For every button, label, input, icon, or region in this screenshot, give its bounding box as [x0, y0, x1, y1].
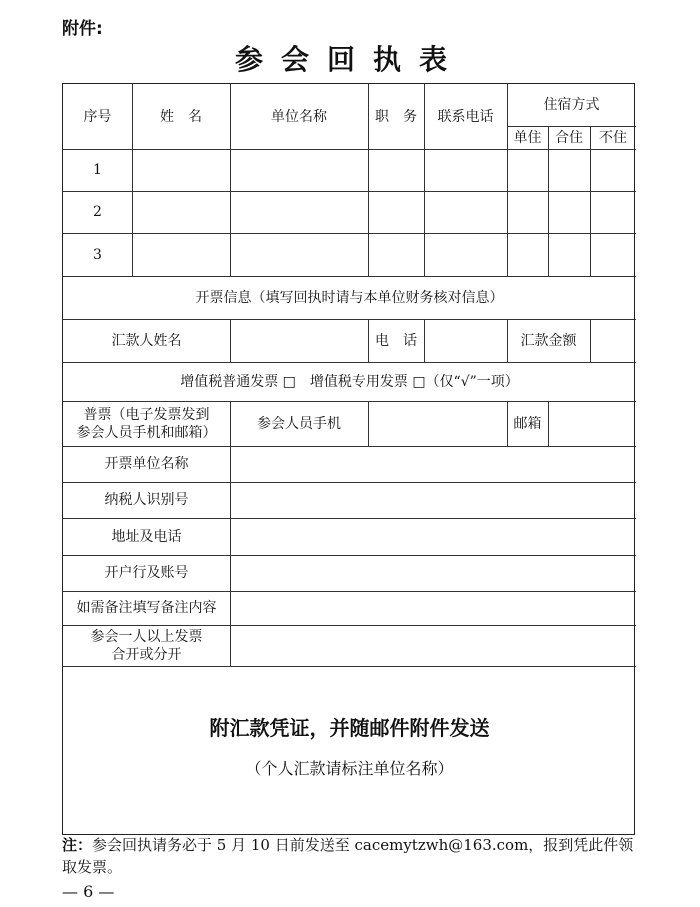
- attach-voucher-subnote: （个人汇款请标注单位名称）: [245, 759, 454, 778]
- bank-label: 开户行及账号: [104, 565, 189, 581]
- header-lodging-none: 不住: [599, 129, 627, 146]
- taxpayer-id-label: 纳税人识别号: [104, 492, 189, 508]
- address-label: 地址及电话: [111, 528, 182, 545]
- header-name: 姓 名: [160, 108, 202, 125]
- e-invoice-label: 普票（电子发票发到 参会人员手机和邮箱）: [76, 406, 217, 441]
- attendee-phone-label: 参会人员手机: [257, 415, 341, 432]
- remitter-phone-label: 电 话: [375, 332, 417, 349]
- header-lodging-single: 单住: [513, 129, 542, 146]
- registration-form-table: [62, 83, 635, 835]
- split-invoice-label: 参会一人以上发票 合开或分开: [90, 628, 203, 663]
- header-seq: 序号: [83, 108, 112, 125]
- attachment-label: 附件:: [62, 19, 103, 39]
- header-phone: 联系电话: [437, 108, 494, 125]
- attach-voucher-note: 附汇款凭证，并随邮件附件发送: [209, 716, 490, 740]
- remark-label: 如需备注填写备注内容: [76, 600, 217, 616]
- invoice-info-heading: 开票信息（填写回执时请与本单位财务核对信息）: [195, 289, 504, 306]
- footnote-prefix: 注：: [62, 836, 93, 854]
- amount-label: 汇款金额: [520, 332, 577, 349]
- remitter-name-label: 汇款人姓名: [111, 332, 182, 349]
- row-number: 3: [93, 246, 102, 263]
- footnote-text: 参会回执请务必于 5 月 10 日前发送至 cacemytzwh@163.com，报到凭此件领取发票。: [62, 836, 634, 876]
- row-number: 1: [93, 162, 102, 178]
- invoice-type-line: 增值税普通发票 □ 增值税专用发票 □（仅“√”一项）: [180, 373, 519, 390]
- header-lodging-shared: 合住: [555, 129, 583, 146]
- header-lodging: 住宿方式: [543, 97, 600, 113]
- email-label: 邮箱: [513, 415, 542, 432]
- header-unit: 单位名称: [271, 108, 327, 125]
- footnote: [62, 834, 642, 878]
- page-number: — 6 —: [62, 882, 115, 901]
- invoice-unit-label: 开票单位名称: [104, 456, 189, 472]
- form-title: 参会回执表: [234, 43, 465, 76]
- row-number: 2: [93, 204, 102, 220]
- header-position: 职 务: [375, 108, 417, 125]
